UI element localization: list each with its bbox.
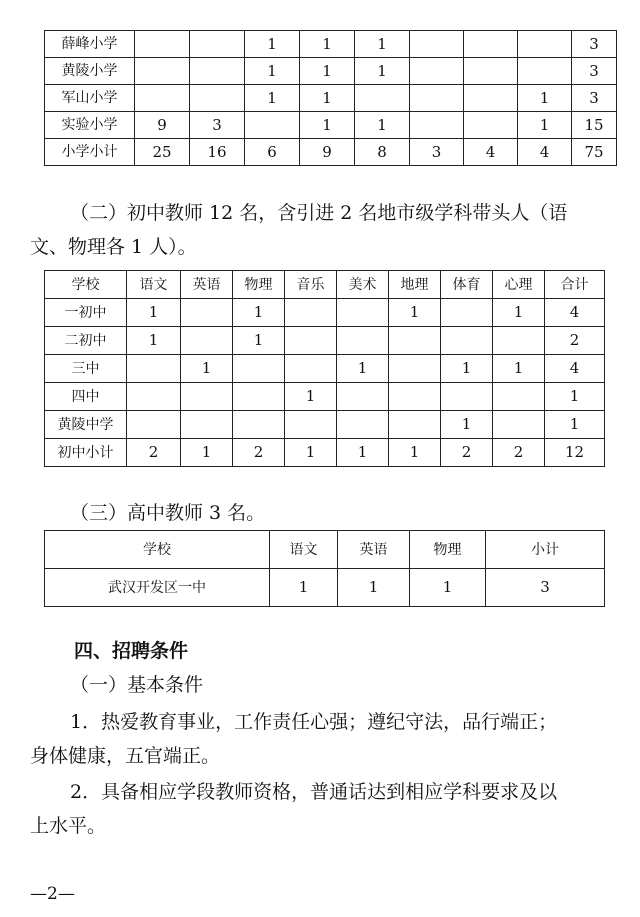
count-cell — [127, 383, 181, 411]
count-cell: 2 — [493, 439, 545, 467]
count-cell — [190, 31, 245, 58]
count-cell — [135, 58, 190, 85]
count-cell: 16 — [190, 139, 245, 166]
count-cell: 2 — [233, 439, 285, 467]
count-cell: 1 — [355, 58, 410, 85]
count-cell — [410, 85, 464, 112]
count-cell: 1 — [410, 569, 486, 607]
count-cell — [337, 411, 389, 439]
count-cell — [355, 85, 410, 112]
count-cell: 1 — [545, 411, 605, 439]
table-row — [45, 327, 605, 355]
count-cell — [127, 355, 181, 383]
school-name-cell: 一初中 — [45, 299, 127, 327]
count-cell — [181, 383, 233, 411]
table-row — [45, 569, 605, 607]
count-cell: 1 — [441, 411, 493, 439]
senior-section-title: （三）高中教师 3 名。 — [70, 502, 266, 524]
count-cell: 1 — [300, 112, 355, 139]
count-cell — [135, 85, 190, 112]
column-header: 语文 — [270, 531, 338, 569]
school-name-cell: 武汉开发区一中 — [45, 569, 270, 607]
count-cell: 3 — [572, 58, 617, 85]
senior-teacher-table — [44, 530, 605, 607]
condition-item-2-line1: 2．具备相应学段教师资格，普通话达到相应学科要求及以 — [70, 781, 558, 803]
count-cell: 3 — [410, 139, 464, 166]
count-cell: 2 — [127, 439, 181, 467]
condition-item-2-line2: 上水平。 — [30, 815, 107, 837]
count-cell: 1 — [441, 355, 493, 383]
count-cell: 1 — [300, 85, 355, 112]
count-cell — [389, 355, 441, 383]
school-name-cell: 小学小计 — [45, 139, 135, 166]
count-cell: 2 — [441, 439, 493, 467]
column-header: 语文 — [127, 271, 181, 299]
count-cell: 2 — [545, 327, 605, 355]
column-header: 英语 — [338, 531, 410, 569]
school-name-cell: 黄陵中学 — [45, 411, 127, 439]
count-cell — [518, 31, 572, 58]
count-cell: 1 — [389, 299, 441, 327]
count-cell — [233, 383, 285, 411]
column-header: 合计 — [545, 271, 605, 299]
table-header-row — [45, 531, 605, 569]
count-cell: 4 — [545, 355, 605, 383]
column-header: 学校 — [45, 531, 270, 569]
table-row — [45, 439, 605, 467]
count-cell: 1 — [233, 299, 285, 327]
count-cell — [389, 411, 441, 439]
school-name-cell: 实验小学 — [45, 112, 135, 139]
count-cell: 9 — [300, 139, 355, 166]
count-cell — [285, 299, 337, 327]
count-cell — [389, 327, 441, 355]
table-header-row — [45, 271, 605, 299]
count-cell: 1 — [127, 327, 181, 355]
count-cell: 1 — [355, 112, 410, 139]
count-cell: 3 — [190, 112, 245, 139]
column-header: 心理 — [493, 271, 545, 299]
school-name-cell: 二初中 — [45, 327, 127, 355]
count-cell: 1 — [300, 31, 355, 58]
count-cell — [285, 411, 337, 439]
count-cell: 4 — [545, 299, 605, 327]
count-cell — [181, 299, 233, 327]
count-cell — [337, 299, 389, 327]
table-row — [45, 299, 605, 327]
basic-conditions-subheading: （一）基本条件 — [70, 674, 204, 696]
table-row — [45, 383, 605, 411]
count-cell: 1 — [270, 569, 338, 607]
table-row — [45, 139, 617, 166]
column-header: 地理 — [389, 271, 441, 299]
count-cell: 4 — [518, 139, 572, 166]
table-row — [45, 85, 617, 112]
count-cell: 1 — [518, 112, 572, 139]
count-cell: 1 — [389, 439, 441, 467]
column-header: 体育 — [441, 271, 493, 299]
count-cell — [410, 58, 464, 85]
count-cell — [181, 411, 233, 439]
school-name-cell: 薛峰小学 — [45, 31, 135, 58]
junior-section-line2: 文、物理各 1 人）。 — [30, 236, 197, 258]
count-cell — [410, 112, 464, 139]
count-cell — [410, 31, 464, 58]
count-cell — [441, 383, 493, 411]
count-cell — [233, 355, 285, 383]
count-cell — [233, 411, 285, 439]
count-cell: 1 — [127, 299, 181, 327]
column-header: 学校 — [45, 271, 127, 299]
count-cell: 1 — [285, 439, 337, 467]
count-cell: 1 — [300, 58, 355, 85]
school-name-cell: 初中小计 — [45, 439, 127, 467]
column-header: 音乐 — [285, 271, 337, 299]
junior-section-line1: （二）初中教师 12 名，含引进 2 名地市级学科带头人（语 — [70, 202, 568, 224]
count-cell — [285, 355, 337, 383]
count-cell: 9 — [135, 112, 190, 139]
count-cell: 25 — [135, 139, 190, 166]
count-cell — [135, 31, 190, 58]
column-header: 英语 — [181, 271, 233, 299]
count-cell: 1 — [285, 383, 337, 411]
count-cell: 1 — [493, 299, 545, 327]
count-cell — [127, 411, 181, 439]
count-cell: 75 — [572, 139, 617, 166]
count-cell: 1 — [233, 327, 285, 355]
count-cell: 1 — [245, 31, 300, 58]
table-row — [45, 31, 617, 58]
count-cell — [518, 58, 572, 85]
school-name-cell: 黄陵小学 — [45, 58, 135, 85]
count-cell — [285, 327, 337, 355]
primary-teacher-table — [44, 30, 617, 166]
count-cell: 6 — [245, 139, 300, 166]
table-row — [45, 58, 617, 85]
count-cell: 1 — [245, 85, 300, 112]
count-cell — [190, 58, 245, 85]
count-cell: 8 — [355, 139, 410, 166]
count-cell: 1 — [493, 355, 545, 383]
count-cell: 3 — [486, 569, 605, 607]
column-header: 物理 — [410, 531, 486, 569]
count-cell — [389, 383, 441, 411]
count-cell: 1 — [337, 355, 389, 383]
count-cell: 1 — [181, 355, 233, 383]
count-cell: 1 — [181, 439, 233, 467]
table-row — [45, 411, 605, 439]
column-header: 小计 — [486, 531, 605, 569]
count-cell — [493, 327, 545, 355]
column-header: 物理 — [233, 271, 285, 299]
school-name-cell: 军山小学 — [45, 85, 135, 112]
table-row — [45, 112, 617, 139]
count-cell — [337, 327, 389, 355]
count-cell: 1 — [337, 439, 389, 467]
count-cell — [441, 299, 493, 327]
count-cell: 1 — [545, 383, 605, 411]
count-cell: 15 — [572, 112, 617, 139]
count-cell — [245, 112, 300, 139]
count-cell — [181, 327, 233, 355]
school-name-cell: 三中 — [45, 355, 127, 383]
junior-teacher-table — [44, 270, 605, 467]
count-cell — [464, 31, 518, 58]
conditions-heading: 四、招聘条件 — [74, 640, 189, 662]
count-cell — [190, 85, 245, 112]
count-cell — [493, 383, 545, 411]
condition-item-1-line2: 身体健康，五官端正。 — [30, 745, 221, 767]
count-cell: 3 — [572, 31, 617, 58]
count-cell: 1 — [518, 85, 572, 112]
count-cell — [464, 112, 518, 139]
count-cell — [464, 85, 518, 112]
count-cell: 1 — [338, 569, 410, 607]
count-cell: 12 — [545, 439, 605, 467]
school-name-cell: 四中 — [45, 383, 127, 411]
count-cell — [337, 383, 389, 411]
condition-item-1-line1: 1．热爱教育事业，工作责任心强；遵纪守法，品行端正； — [70, 711, 558, 733]
count-cell: 3 — [572, 85, 617, 112]
count-cell: 4 — [464, 139, 518, 166]
count-cell: 1 — [245, 58, 300, 85]
count-cell: 1 — [355, 31, 410, 58]
page-number: —2— — [30, 884, 75, 904]
count-cell — [464, 58, 518, 85]
column-header: 美术 — [337, 271, 389, 299]
count-cell — [441, 327, 493, 355]
count-cell — [493, 411, 545, 439]
table-row — [45, 355, 605, 383]
